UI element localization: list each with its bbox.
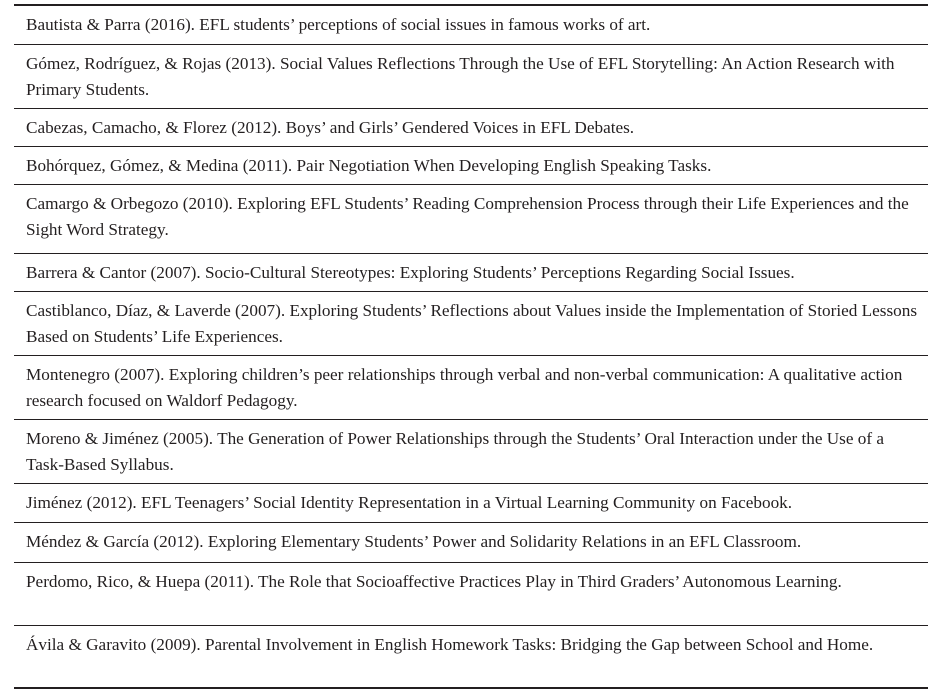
reference-text: Moreno & Jiménez (2005). The Generation of Power Relationships through the Students’ Oral Interaction under the Use of a Task-Based Syllabus.: [26, 428, 889, 474]
table-cell: [14, 184, 928, 253]
reference-text: Perdomo, Rico, & Huepa (2011). The Role that Socioaffective Practices Play in Third Graders’ Autonomous Learning.: [26, 571, 842, 591]
reference-text: Castiblanco, Díaz, & Laverde (2007). Exploring Students’ Reflections about Values inside the Implementation of Storied Lessons Based on Students’ Life Experiences.: [26, 300, 922, 346]
table-cell: [14, 522, 928, 562]
reference-text: Barrera & Cantor (2007). Socio-Cultural Stereotypes: Exploring Students’ Perceptions Regarding Social Issues.: [26, 262, 795, 282]
table-cell: [14, 5, 928, 44]
reference-text: Bohórquez, Gómez, & Medina (2011). Pair Negotiation When Developing English Speaking Tasks.: [26, 155, 712, 175]
table-row: [14, 483, 928, 522]
table-row: [14, 108, 928, 146]
reference-text: Montenegro (2007). Exploring children’s peer relationships through verbal and non-verbal communication: A qualitative action research focused on Waldorf Pedagogy.: [26, 364, 907, 410]
table-row: [14, 146, 928, 184]
table-row: [14, 522, 928, 562]
table-row: [14, 419, 928, 483]
table-cell: [14, 253, 928, 291]
table-row: [14, 355, 928, 419]
reference-text: Ávila & Garavito (2009). Parental Involvement in English Homework Tasks: Bridging the Gap between School and Home.: [26, 634, 874, 654]
table-cell: [14, 44, 928, 108]
table-cell: [14, 419, 928, 483]
table-row: [14, 291, 928, 355]
reference-text: Cabezas, Camacho, & Florez (2012). Boys’ and Girls’ Gendered Voices in EFL Debates.: [26, 117, 635, 137]
table-row: [14, 625, 928, 688]
table-row: [14, 184, 928, 253]
reference-text: Camargo & Orbegozo (2010). Exploring EFL Students’ Reading Comprehension Process through their Life Experiences and the Sight Word Strategy.: [26, 193, 914, 239]
table-row: [14, 562, 928, 625]
table-cell: [14, 146, 928, 184]
reference-text: Jiménez (2012). EFL Teenagers’ Social Identity Representation in a Virtual Learning Community on Facebook.: [26, 492, 793, 512]
table-row: [14, 44, 928, 108]
reference-text: Bautista & Parra (2016). EFL students’ perceptions of social issues in famous works of art.: [26, 15, 651, 34]
reference-text: Méndez & García (2012). Exploring Elementary Students’ Power and Solidarity Relations in an EFL Classroom.: [26, 531, 802, 551]
table-row: [14, 253, 928, 291]
references-table: [14, 4, 928, 689]
table-cell: [14, 355, 928, 419]
table-cell: [14, 562, 928, 625]
table-cell: [14, 483, 928, 522]
table-cell: [14, 108, 928, 146]
table-cell: [14, 625, 928, 688]
table-cell: [14, 291, 928, 355]
reference-text: Gómez, Rodríguez, & Rojas (2013). Social Values Reflections Through the Use of EFL Storytelling: An Action Research with Primary Students.: [26, 53, 899, 99]
references-table-container: [14, 4, 928, 689]
table-row: [14, 5, 928, 44]
